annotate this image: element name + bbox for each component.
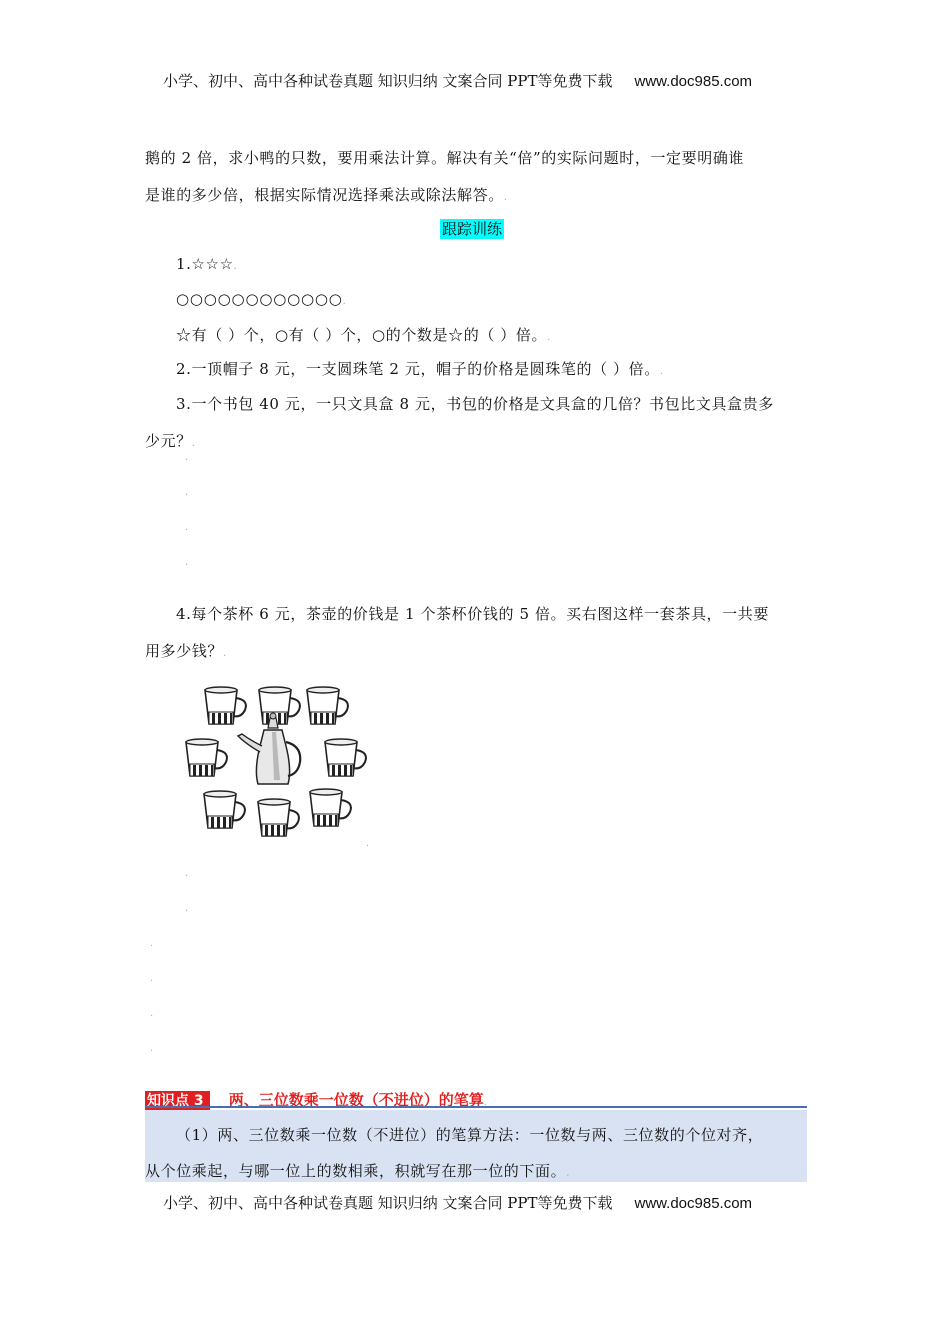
intro-line-2: 是谁的多少倍，根据实际情况选择乘法或除法解答。. <box>145 186 508 204</box>
q2-question: 2.一顶帽子 8 元，一支圆珠笔 2 元，帽子的价格是圆珠笔的（ ）倍。. <box>176 360 664 378</box>
teacup-icon <box>204 791 245 828</box>
knowledge-point-body-line-1: （1）两、三位数乘一位数（不进位）的笔算方法：一位数与两、三位数的个位对齐， <box>176 1126 764 1144</box>
blank-mark: . <box>185 487 189 498</box>
blank-mark: . <box>185 452 189 463</box>
tea-set-illustration <box>180 680 370 840</box>
header-url[interactable]: www.doc985.com <box>634 73 753 90</box>
blank-mark: . <box>185 868 189 879</box>
blank-mark: . <box>150 1043 154 1054</box>
section-title-label: 跟踪训练 <box>442 220 503 238</box>
q1-stars: 1.☆☆☆. <box>176 255 238 273</box>
intro-line-1: 鹅的 2 倍，求小鸭的只数，要用乘法计算。解决有关“倍”的实际问题时，一定要明确谁 <box>145 149 745 167</box>
blank-mark: . <box>150 1008 154 1019</box>
teacup-icon <box>186 739 227 776</box>
teacup-icon <box>205 687 246 724</box>
q4-line-2: 用多少钱？. <box>145 642 227 660</box>
blank-mark: . <box>366 838 370 849</box>
blank-mark: . <box>150 938 154 949</box>
teacup-icon <box>307 687 348 724</box>
footer-text: 小学、初中、高中各种试卷真题 知识归纳 文案合同 PPT等免费下载 <box>163 1194 613 1212</box>
knowledge-point-body-line-2: 从个位乘起，与哪一位上的数相乘，积就写在那一位的下面。. <box>145 1162 570 1180</box>
knowledge-point-divider <box>145 1106 807 1108</box>
knowledge-point-title: 两、三位数乘一位数（不进位）的笔算 <box>228 1091 484 1109</box>
page-header <box>163 70 752 91</box>
section-title <box>440 218 504 239</box>
tea-set-svg <box>180 680 370 840</box>
q3-line-2: 少元？. <box>145 432 196 450</box>
blank-mark: . <box>185 522 189 533</box>
q1-circles: ○○○○○○○○○○○○. <box>176 290 347 308</box>
teapot-icon <box>238 713 300 784</box>
page-footer <box>163 1192 752 1213</box>
knowledge-point-tag: 知识点 3 <box>145 1091 210 1111</box>
blank-mark: . <box>185 903 189 914</box>
teacup-icon <box>258 799 299 836</box>
q1-question: ☆有（ ）个，○有（ ）个，○的个数是☆的（ ）倍。. <box>176 326 551 344</box>
blank-mark: . <box>185 557 189 568</box>
footer-url[interactable]: www.doc985.com <box>634 1195 753 1212</box>
knowledge-point-heading: 知识点 3 两、三位数乘一位数（不进位）的笔算. <box>147 1091 487 1109</box>
teacup-icon <box>259 687 300 724</box>
header-text: 小学、初中、高中各种试卷真题 知识归纳 文案合同 PPT等免费下载 <box>163 72 613 90</box>
blank-mark: . <box>150 973 154 984</box>
teacup-icon <box>310 789 351 826</box>
teacup-icon <box>325 739 366 776</box>
q4-line-1: 4.每个茶杯 6 元，茶壶的价钱是 1 个茶杯价钱的 5 倍。买右图这样一套茶具，一共要 <box>176 605 769 623</box>
q3-line-1: 3.一个书包 40 元，一只文具盒 8 元，书包的价格是文具盒的几倍？书包比文具盒贵多 <box>176 395 774 413</box>
